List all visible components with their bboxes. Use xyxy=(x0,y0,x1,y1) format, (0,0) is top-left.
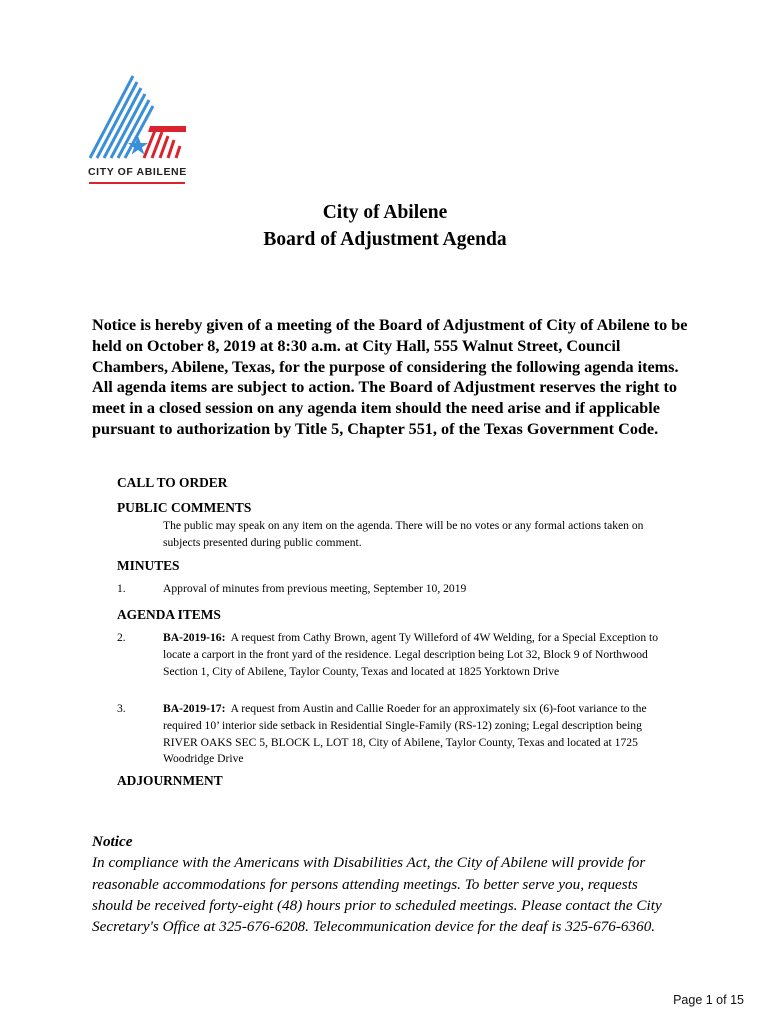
adjournment-heading: ADJOURNMENT xyxy=(117,773,223,788)
ada-notice xyxy=(92,831,682,937)
agenda-item-text: A request from Austin and Callie Roeder for an approximately six (6)-foot variance to the required 10’ interior side setback in Residential Single-Family (RS-12) zoning; Legal description being RIVER OAKS SEC 5, BLOCK L, LOT 18, City of Abilene, Taylor County, Texas and located at 1725 Woodridge Drive xyxy=(163,702,647,766)
agenda-item-text: A request from Cathy Brown, agent Ty Willeford of 4W Welding, for a Special Exception to locate a carport in the front yard of the residence. Legal description being Lot 32, Block 9 of Northwood Section 1, City of Abilene, Taylor County, Texas and located at 1825 Yorktown Drive xyxy=(163,631,659,678)
public-comments-heading: PUBLIC COMMENTS xyxy=(117,500,252,515)
minutes-heading: MINUTES xyxy=(117,558,180,573)
agenda-item xyxy=(163,701,673,768)
public-comments-text: The public may speak on any item on the agenda. There will be no votes or any formal actions taken on subjects presented during public comment. xyxy=(163,519,644,549)
logo-underline xyxy=(89,182,185,184)
meeting-notice-paragraph: Notice is hereby given of a meeting of the Board of Adjustment of City of Abilene to be held on October 8, 2019 at 8:30 a.m. at City Hall, 555 Walnut Street, Council Chambers, Abilene, Texas, for the purpose of considering the following agenda items. All agenda items are subject to action. The Board of Adjustment reserves the right to meet in a closed session on any agenda item should the need arise and if applicable pursuant to authorization by Title 5, Chapter 551, of the Texas Government Code. xyxy=(92,316,688,438)
document-title xyxy=(0,199,770,253)
minutes-item-text: Approval of minutes from previous meeting, September 10, 2019 xyxy=(163,582,467,595)
minutes-item-number: 1. xyxy=(117,582,126,595)
call-to-order-heading: CALL TO ORDER xyxy=(117,475,228,490)
page-number: Page 1 of 15 xyxy=(673,993,744,1007)
agenda-item xyxy=(163,630,673,680)
ada-notice-title: Notice xyxy=(92,833,133,850)
city-logo xyxy=(88,72,198,190)
agenda-item-number: 3. xyxy=(117,702,126,715)
city-logo-text: CITY OF ABILENE xyxy=(88,166,187,178)
ada-notice-text: In compliance with the Americans with Disabilities Act, the City of Abilene will provide for reasonable accommodations for persons attending meetings. To better serve you, requests should be received forty-eight (48) hours prior to scheduled meetings. Please contact the City Secretary's Office at 325-676-6208. Telecommunication device for the deaf is 325-676-6360. xyxy=(92,854,662,936)
agenda-item-case: BA-2019-17: xyxy=(163,702,226,715)
city-logo-mark-icon xyxy=(88,72,198,164)
title-line-2: Board of Adjustment Agenda xyxy=(263,229,507,250)
title-line-1: City of Abilene xyxy=(322,202,448,223)
agenda-items-heading: AGENDA ITEMS xyxy=(117,607,221,622)
agenda-item-case: BA-2019-16: xyxy=(163,631,226,644)
agenda-item-number: 2. xyxy=(117,631,126,644)
